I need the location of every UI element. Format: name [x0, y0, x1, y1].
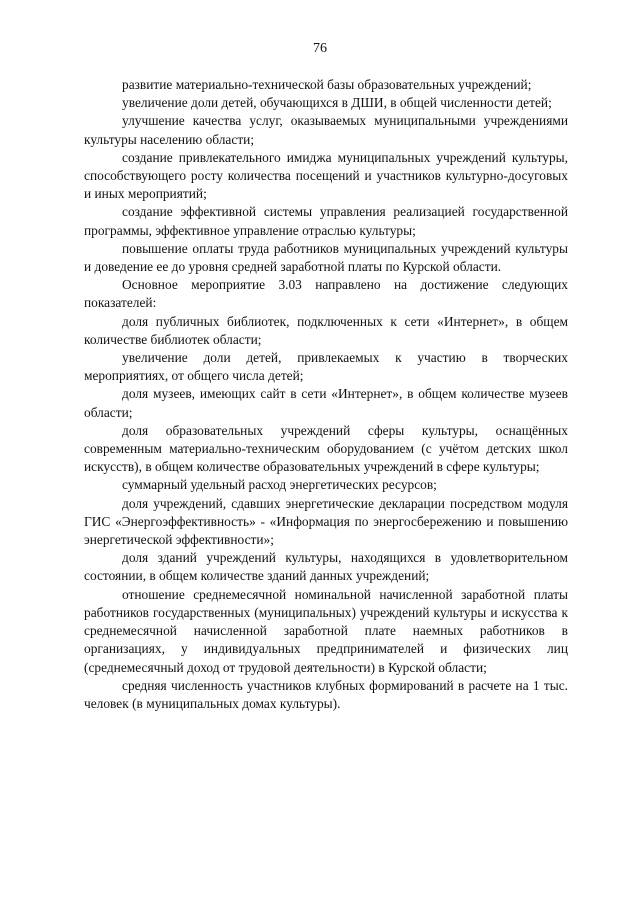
paragraph: создание эффективной системы управления реализацией государственной программы, эффективное управление отраслью культуры;	[84, 204, 568, 238]
paragraph: средняя численность участников клубных формирований в расчете на 1 тыс. человек (в муниципальных домах культуры).	[84, 677, 568, 711]
paragraph: доля учреждений, сдавших энергетические декларации посредством модуля ГИС «Энергоэффективность» - «Информация по энергосбережению и повышению энергетической эффективности»;	[84, 495, 568, 548]
paragraph: доля зданий учреждений культуры, находящихся в удовлетворительном состоянии, в общем количестве зданий данных учреждений;	[84, 550, 568, 584]
paragraph: доля публичных библиотек, подключенных к сети «Интернет», в общем количестве библиотек области;	[84, 313, 568, 347]
paragraph: суммарный удельный расход энергетических ресурсов;	[122, 477, 437, 493]
body-text	[84, 76, 568, 713]
paragraph: улучшение качества услуг, оказываемых муниципальными учреждениями культуры населению области;	[84, 113, 568, 147]
paragraph: повышение оплаты труда работников муниципальных учреждений культуры и доведение ее до уровня средней заработной платы по Курской области.	[84, 240, 568, 275]
paragraph: доля образовательных учреждений сферы культуры, оснащённых современным материально-техническим оборудованием (с учётом детских школ искусств), в общем количестве образовательных учреждений в сфере культуры;	[84, 422, 568, 475]
paragraph: увеличение доли детей, обучающихся в ДШИ, в общей численности детей;	[122, 95, 552, 111]
paragraph: отношение среднемесячной номинальной начисленной заработной платы работников государственных (муниципальных) учреждений культуры и искусства к среднемесячной начисленной заработной плате наемных работников в организациях, у индивидуальных предпринимателей и физических лиц (среднемесячный доход от трудовой деятельности) в Курской области;	[84, 586, 568, 675]
paragraph: увеличение доли детей, привлекаемых к участию в творческих мероприятиях, от общего числа детей;	[84, 350, 568, 384]
paragraph: развитие материально-технической базы образовательных учреждений;	[122, 77, 532, 92]
page-number: 76	[313, 41, 327, 56]
paragraph: создание привлекательного имиджа муниципальных учреждений культуры, способствующего росту количества посещений и участников культурно-досуговых и иных мероприятий;	[84, 149, 568, 202]
paragraph: Основное мероприятие 3.03 направлено на достижение следующих показателей:	[84, 277, 568, 311]
paragraph: доля музеев, имеющих сайт в сети «Интернет», в общем количестве музеев области;	[84, 386, 568, 420]
